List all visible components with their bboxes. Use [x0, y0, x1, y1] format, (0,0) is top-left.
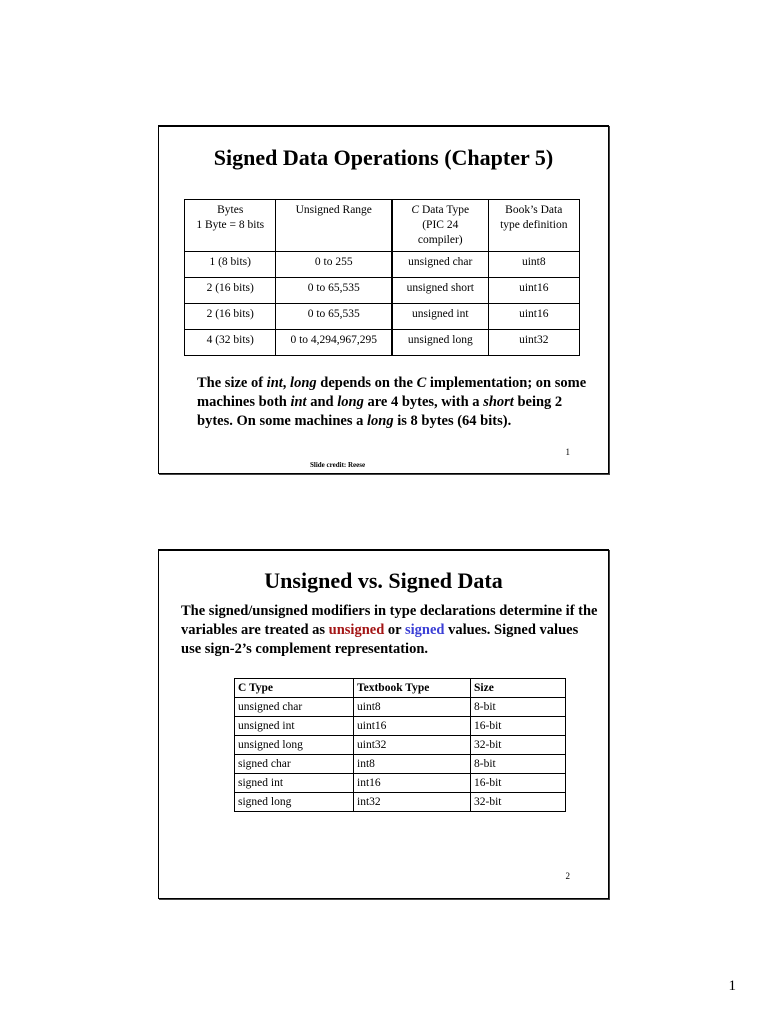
table-cell: uint8: [488, 252, 579, 278]
table-cell: int32: [354, 793, 471, 812]
note-text: depends on the: [316, 375, 417, 391]
table-cell: 32-bit: [471, 793, 566, 812]
data-size-table: [184, 199, 580, 356]
table-cell: 2 (16 bits): [185, 278, 276, 304]
table-cell: unsigned long: [235, 736, 354, 755]
note-italic: short: [483, 394, 514, 410]
header-size: Size: [471, 679, 566, 698]
table-row: [185, 252, 580, 278]
table-cell: signed int: [235, 774, 354, 793]
table-cell: unsigned int: [392, 304, 488, 330]
header-bytes-line2: 1 Byte = 8 bits: [196, 219, 265, 231]
table-row: [185, 278, 580, 304]
modifiers-intro: [181, 602, 601, 659]
slide-1: [158, 125, 609, 474]
table-cell: signed long: [235, 793, 354, 812]
unsigned-highlight: unsigned: [328, 622, 385, 638]
table-row: [235, 717, 566, 736]
table-cell: 1 (8 bits): [185, 252, 276, 278]
table-row: [235, 774, 566, 793]
type-mapping-table: [234, 678, 566, 812]
table-row: [185, 304, 580, 330]
table-cell: 16-bit: [471, 717, 566, 736]
header-c-italic: C: [411, 204, 420, 216]
table-cell: 0 to 65,535: [276, 278, 392, 304]
note-italic: int: [290, 394, 307, 410]
slide-credit: Slide credit: Reese: [310, 461, 366, 469]
size-note: [197, 374, 587, 431]
table-header-row: [235, 679, 566, 698]
slide-2-title: Unsigned vs. Signed Data: [264, 568, 503, 593]
table-cell: 0 to 65,535: [276, 304, 392, 330]
intro-text: The signed/unsigned modifiers in type declarations determine if the variables are treated as: [181, 603, 598, 638]
signed-highlight: signed: [404, 622, 445, 638]
table-cell: 4 (32 bits): [185, 330, 276, 356]
table-cell: uint16: [354, 717, 471, 736]
table-cell: uint16: [488, 278, 579, 304]
table-cell: uint8: [354, 698, 471, 717]
table-cell: uint32: [354, 736, 471, 755]
table-cell: 0 to 4,294,967,295: [276, 330, 392, 356]
table-cell: unsigned char: [235, 698, 354, 717]
header-book-type: [488, 200, 579, 252]
note-italic: C: [416, 375, 427, 391]
table-cell: int8: [354, 755, 471, 774]
slide-1-title: Signed Data Operations (Chapter 5): [213, 145, 554, 170]
table-cell: uint16: [488, 304, 579, 330]
table-cell: unsigned short: [392, 278, 488, 304]
table-cell: 16-bit: [471, 774, 566, 793]
table-header-row: [185, 200, 580, 252]
table-cell: unsigned long: [392, 330, 488, 356]
note-italic: long: [337, 394, 364, 410]
table-cell: int16: [354, 774, 471, 793]
table-cell: signed char: [235, 755, 354, 774]
table-cell: unsigned int: [235, 717, 354, 736]
note-text: are 4 bytes, with a: [363, 394, 484, 410]
sheet-page-number: 1: [728, 978, 736, 994]
table-cell: 8-bit: [471, 698, 566, 717]
intro-text: values. Signed values use sign-2’s complement representation.: [181, 622, 579, 657]
slide-1-page-number: 1: [565, 447, 570, 457]
note-italic: int: [266, 375, 283, 391]
header-book-line2: type definition: [500, 219, 568, 231]
slide-2: [158, 549, 609, 899]
note-italic: long: [290, 375, 317, 391]
note-text: being 2 bytes. On some machines a: [197, 394, 563, 429]
table-cell: 32-bit: [471, 736, 566, 755]
header-book-line1: Book’s Data: [505, 204, 563, 216]
table-row: [235, 736, 566, 755]
header-c-data-type: [392, 200, 488, 252]
table-row: [185, 330, 580, 356]
table-row: [235, 698, 566, 717]
header-textbook-type: Textbook Type: [354, 679, 471, 698]
note-text: The size of: [197, 375, 267, 391]
table-cell: 8-bit: [471, 755, 566, 774]
header-bytes-line1: Bytes: [217, 204, 244, 216]
intro-text: or: [384, 622, 405, 638]
header-ctype-line2: (PIC 24: [422, 219, 459, 231]
note-text: implementation; on some machines both: [197, 375, 587, 410]
table-cell: uint32: [488, 330, 579, 356]
table-row: [235, 793, 566, 812]
table-cell: 2 (16 bits): [185, 304, 276, 330]
table-row: [235, 755, 566, 774]
note-text: and: [306, 394, 338, 410]
table-cell: 0 to 255: [276, 252, 392, 278]
header-unsigned-range: Unsigned Range: [276, 200, 392, 252]
header-ctype-line1: Data Type: [419, 204, 470, 216]
table-cell: unsigned char: [392, 252, 488, 278]
header-c-type: C Type: [235, 679, 354, 698]
slide-2-page-number: 2: [565, 871, 570, 881]
note-text: is 8 bytes (64 bits).: [393, 413, 512, 429]
header-ctype-line3: compiler): [417, 234, 463, 246]
note-text: ,: [282, 375, 291, 391]
note-italic: long: [366, 413, 394, 429]
header-bytes: [185, 200, 276, 252]
